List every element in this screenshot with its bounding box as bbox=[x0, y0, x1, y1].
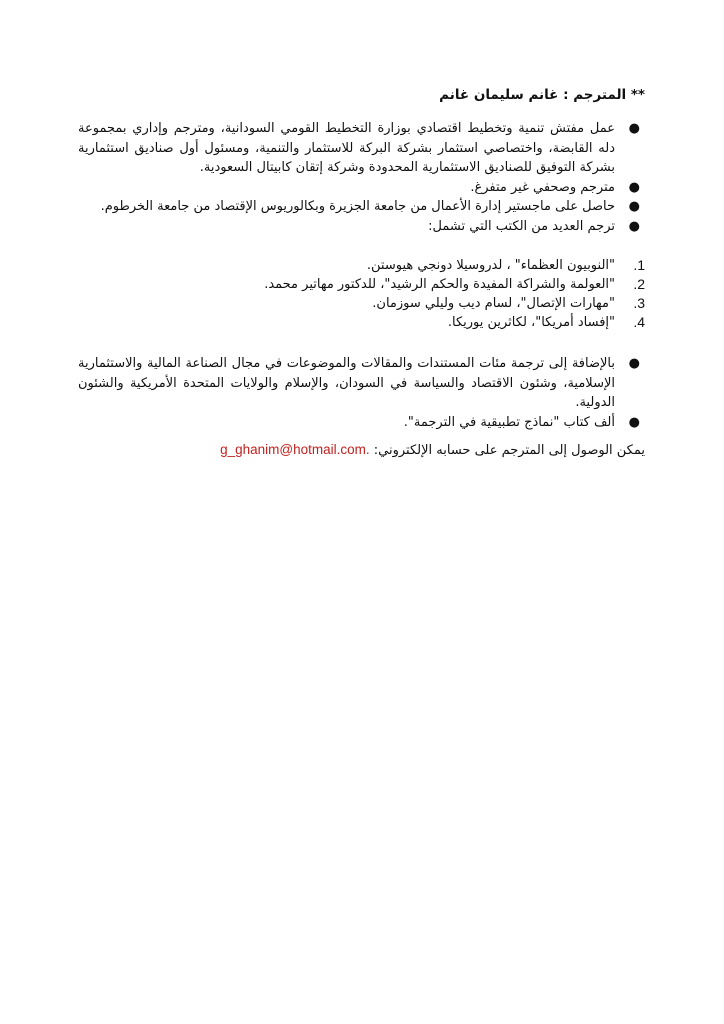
bullet-icon: ● bbox=[628, 179, 640, 195]
bullet-icon: ● bbox=[628, 414, 640, 430]
book-item bbox=[78, 294, 645, 313]
bullet-icon: ● bbox=[628, 199, 640, 214]
email-link[interactable]: g_ghanim@hotmail.com. bbox=[220, 442, 370, 457]
bullet-icon: ● bbox=[628, 356, 640, 371]
bio-list bbox=[78, 119, 645, 236]
book-title: "مهارات الإتصال"، لسام ديب وليلي سوزمان. bbox=[372, 296, 615, 311]
bio-item-text: ترجم العديد من الكتب التي تشمل: bbox=[428, 218, 615, 234]
contact-line bbox=[78, 440, 645, 461]
document-page bbox=[78, 85, 645, 461]
extra-item bbox=[78, 413, 645, 433]
book-number: 4. bbox=[633, 314, 645, 330]
book-number: 1. bbox=[633, 257, 645, 273]
bio-item bbox=[78, 197, 645, 217]
book-title: "النوبيون العظماء" ، لدروسيلا دونجي هيوستن. bbox=[366, 258, 615, 273]
books-list bbox=[78, 256, 645, 332]
extra-list bbox=[78, 354, 645, 432]
extra-item-text: بالإضافة إلى ترجمة مئات المستندات والمقالات والموضوعات في مجال الصناعة المالية والاستثمارية الإسلامية، وشئون الاقتصاد والسياسة في السودان، والإسلام والولايات المتحدة الأمريكية والشئون الدولية. bbox=[78, 356, 615, 410]
book-item bbox=[78, 256, 645, 275]
bio-item-text: عمل مفتش تنمية وتخطيط اقتصادي بوزارة التخطيط القومي السودانية، ومترجم وإداري بمجموعة دله القابضة، واختصاصي استثمار بشركة البركة للاستثمار والتنمية، ومسئول أول صناديق استثمارية بشركة التوفيق للصناديق الاستثمارية المحدودة وشركة إتقان كابيتال السعودية. bbox=[78, 121, 615, 175]
book-item bbox=[78, 313, 645, 332]
extra-item bbox=[78, 354, 645, 413]
book-number: 2. bbox=[633, 276, 645, 292]
book-number: 3. bbox=[633, 295, 645, 311]
book-item bbox=[78, 275, 645, 294]
book-title: "العولمة والشراكة المفيدة والحكم الرشيد"، للدكتور مهاتير محمد. bbox=[264, 277, 615, 292]
translator-title: ** المترجم : غانم سليمان غانم bbox=[439, 87, 645, 103]
bio-item bbox=[78, 119, 645, 178]
contact-text: يمكن الوصول إلى المترجم على حسابه الإلكتروني: bbox=[373, 443, 645, 458]
extra-item-text: ألف كتاب "نماذج تطبيقية في الترجمة". bbox=[403, 414, 615, 430]
book-title: "إفساد أمريكا"، لكاثرين يوريكا. bbox=[447, 315, 615, 330]
bio-item-text: مترجم وصحفي غير متفرغ. bbox=[470, 179, 615, 195]
bio-item bbox=[78, 178, 645, 198]
bio-item bbox=[78, 217, 645, 237]
bio-item-text: حاصل على ماجستير إدارة الأعمال من جامعة الجزيرة وبكالوريوس الإقتصاد من جامعة الخرطوم. bbox=[100, 199, 615, 214]
bullet-icon: ● bbox=[628, 121, 640, 136]
bullet-icon: ● bbox=[628, 218, 640, 234]
